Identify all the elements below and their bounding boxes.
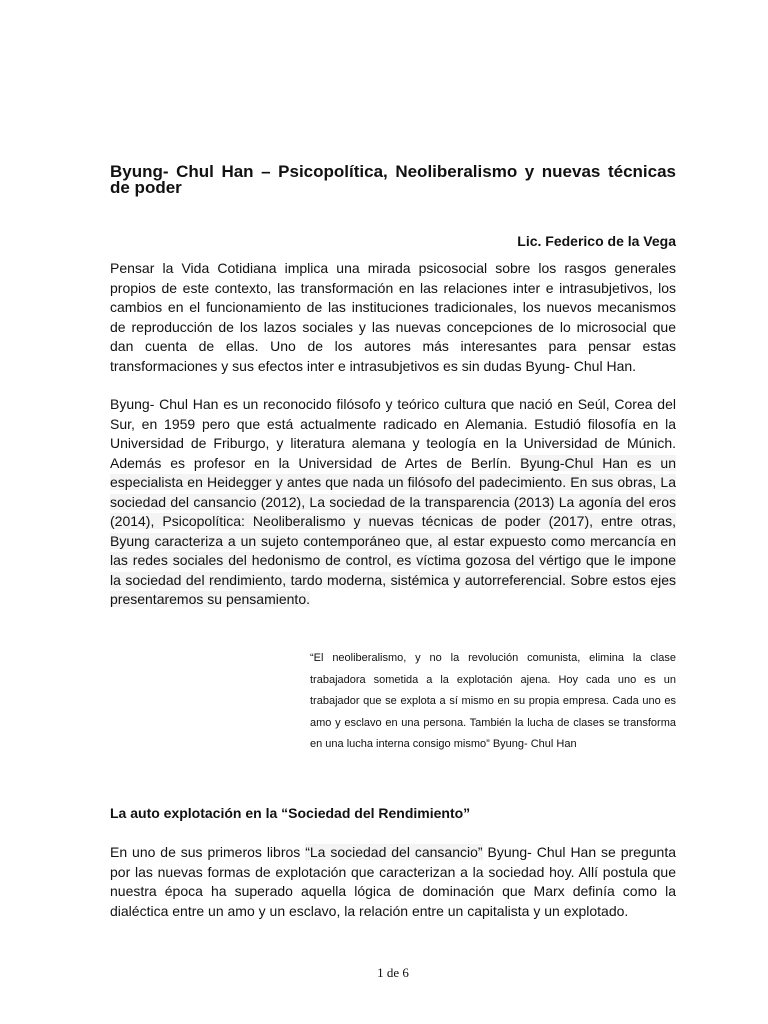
paragraph-intro: Pensar la Vida Cotidiana implica una mirada psicosocial sobre los rasgos generales propios de este contexto, las transformación en las relaciones inter e intrasubjetivos, los cambios en el funcionamiento de las instituciones tradicionales, los nuevos mecanismos de reproducción de los lazos sociales y las nuevas concepciones de lo microsocial que dan cuenta de ellas. Uno de los autores más interesantes para pensar estas transformaciones y sus efectos inter e intrasubjetivos es sin dudas Byung- Chul Han. <box>110 260 676 374</box>
paragraph-section <box>110 843 676 921</box>
paragraph-biography <box>110 395 676 610</box>
document-title: Byung- Chul Han – Psicopolítica, Neoliberalismo y nuevas técnicas de poder <box>110 162 676 197</box>
paragraph-section-after: Byung- Chul Han se pregunta por las nuevas formas de explotación que caracterizan a la sociedad hoy. Allí postula que nuestra época ha superado aquella lógica de dominación que Marx definía como la dialéctica entre un amo y un esclavo, la relación entre un capitalista y un explotado. <box>110 844 676 919</box>
page-number: 1 de 6 <box>377 965 409 980</box>
block-quote: “El neoliberalismo, y no la revolución comunista, elimina la clase trabajadora sometida a la explotación ajena. Hoy cada uno es un trabajador que se explota a sí mismo en su propia empresa. Cada uno es amo y esclavo en una persona. También la lucha de clases se transforma en una lucha interna consigo mismo” Byung- Chul Han <box>310 652 676 750</box>
book-title: “La sociedad del cansancio” <box>305 844 483 860</box>
document-page <box>110 0 676 1024</box>
paragraph-biography-part1: Byung- Chul Han es un reconocido filósofo y teórico cultura que nació en Seúl, Corea del Sur, en 1959 pero que está actualmente radicado en Alemania. Estudió filosofía en la Universidad de Friburgo, y literatura alemana y teología en la Universidad de Múnich. Además es profesor en la Universidad de Artes de Berlín. <box>110 396 676 471</box>
paragraph-biography-part2: Byung-Chul Han es un especialista en Heidegger y antes que nada un filósofo del padecimiento. En sus obras, La sociedad del cansancio (2012), La sociedad de la transparencia (2013) La agonía del eros (2014), Psicopolítica: Neoliberalismo y nuevas técnicas de poder (2017), entre otras, Byung caracteriza a un sujeto contemporáneo que, al estar expuesto como mercancía en las redes sociales del hedonismo de control, es víctima gozosa del vértigo que le impone la sociedad del rendimiento, tardo moderna, sistémica y autorreferencial. Sobre estos ejes presentaremos su pensamiento. <box>110 454 676 607</box>
section-heading: La auto explotación en la “Sociedad del Rendimiento” <box>110 805 471 821</box>
author-name: Lic. Federico de la Vega <box>517 233 676 249</box>
paragraph-section-before: En uno de sus primeros libros <box>110 844 306 860</box>
